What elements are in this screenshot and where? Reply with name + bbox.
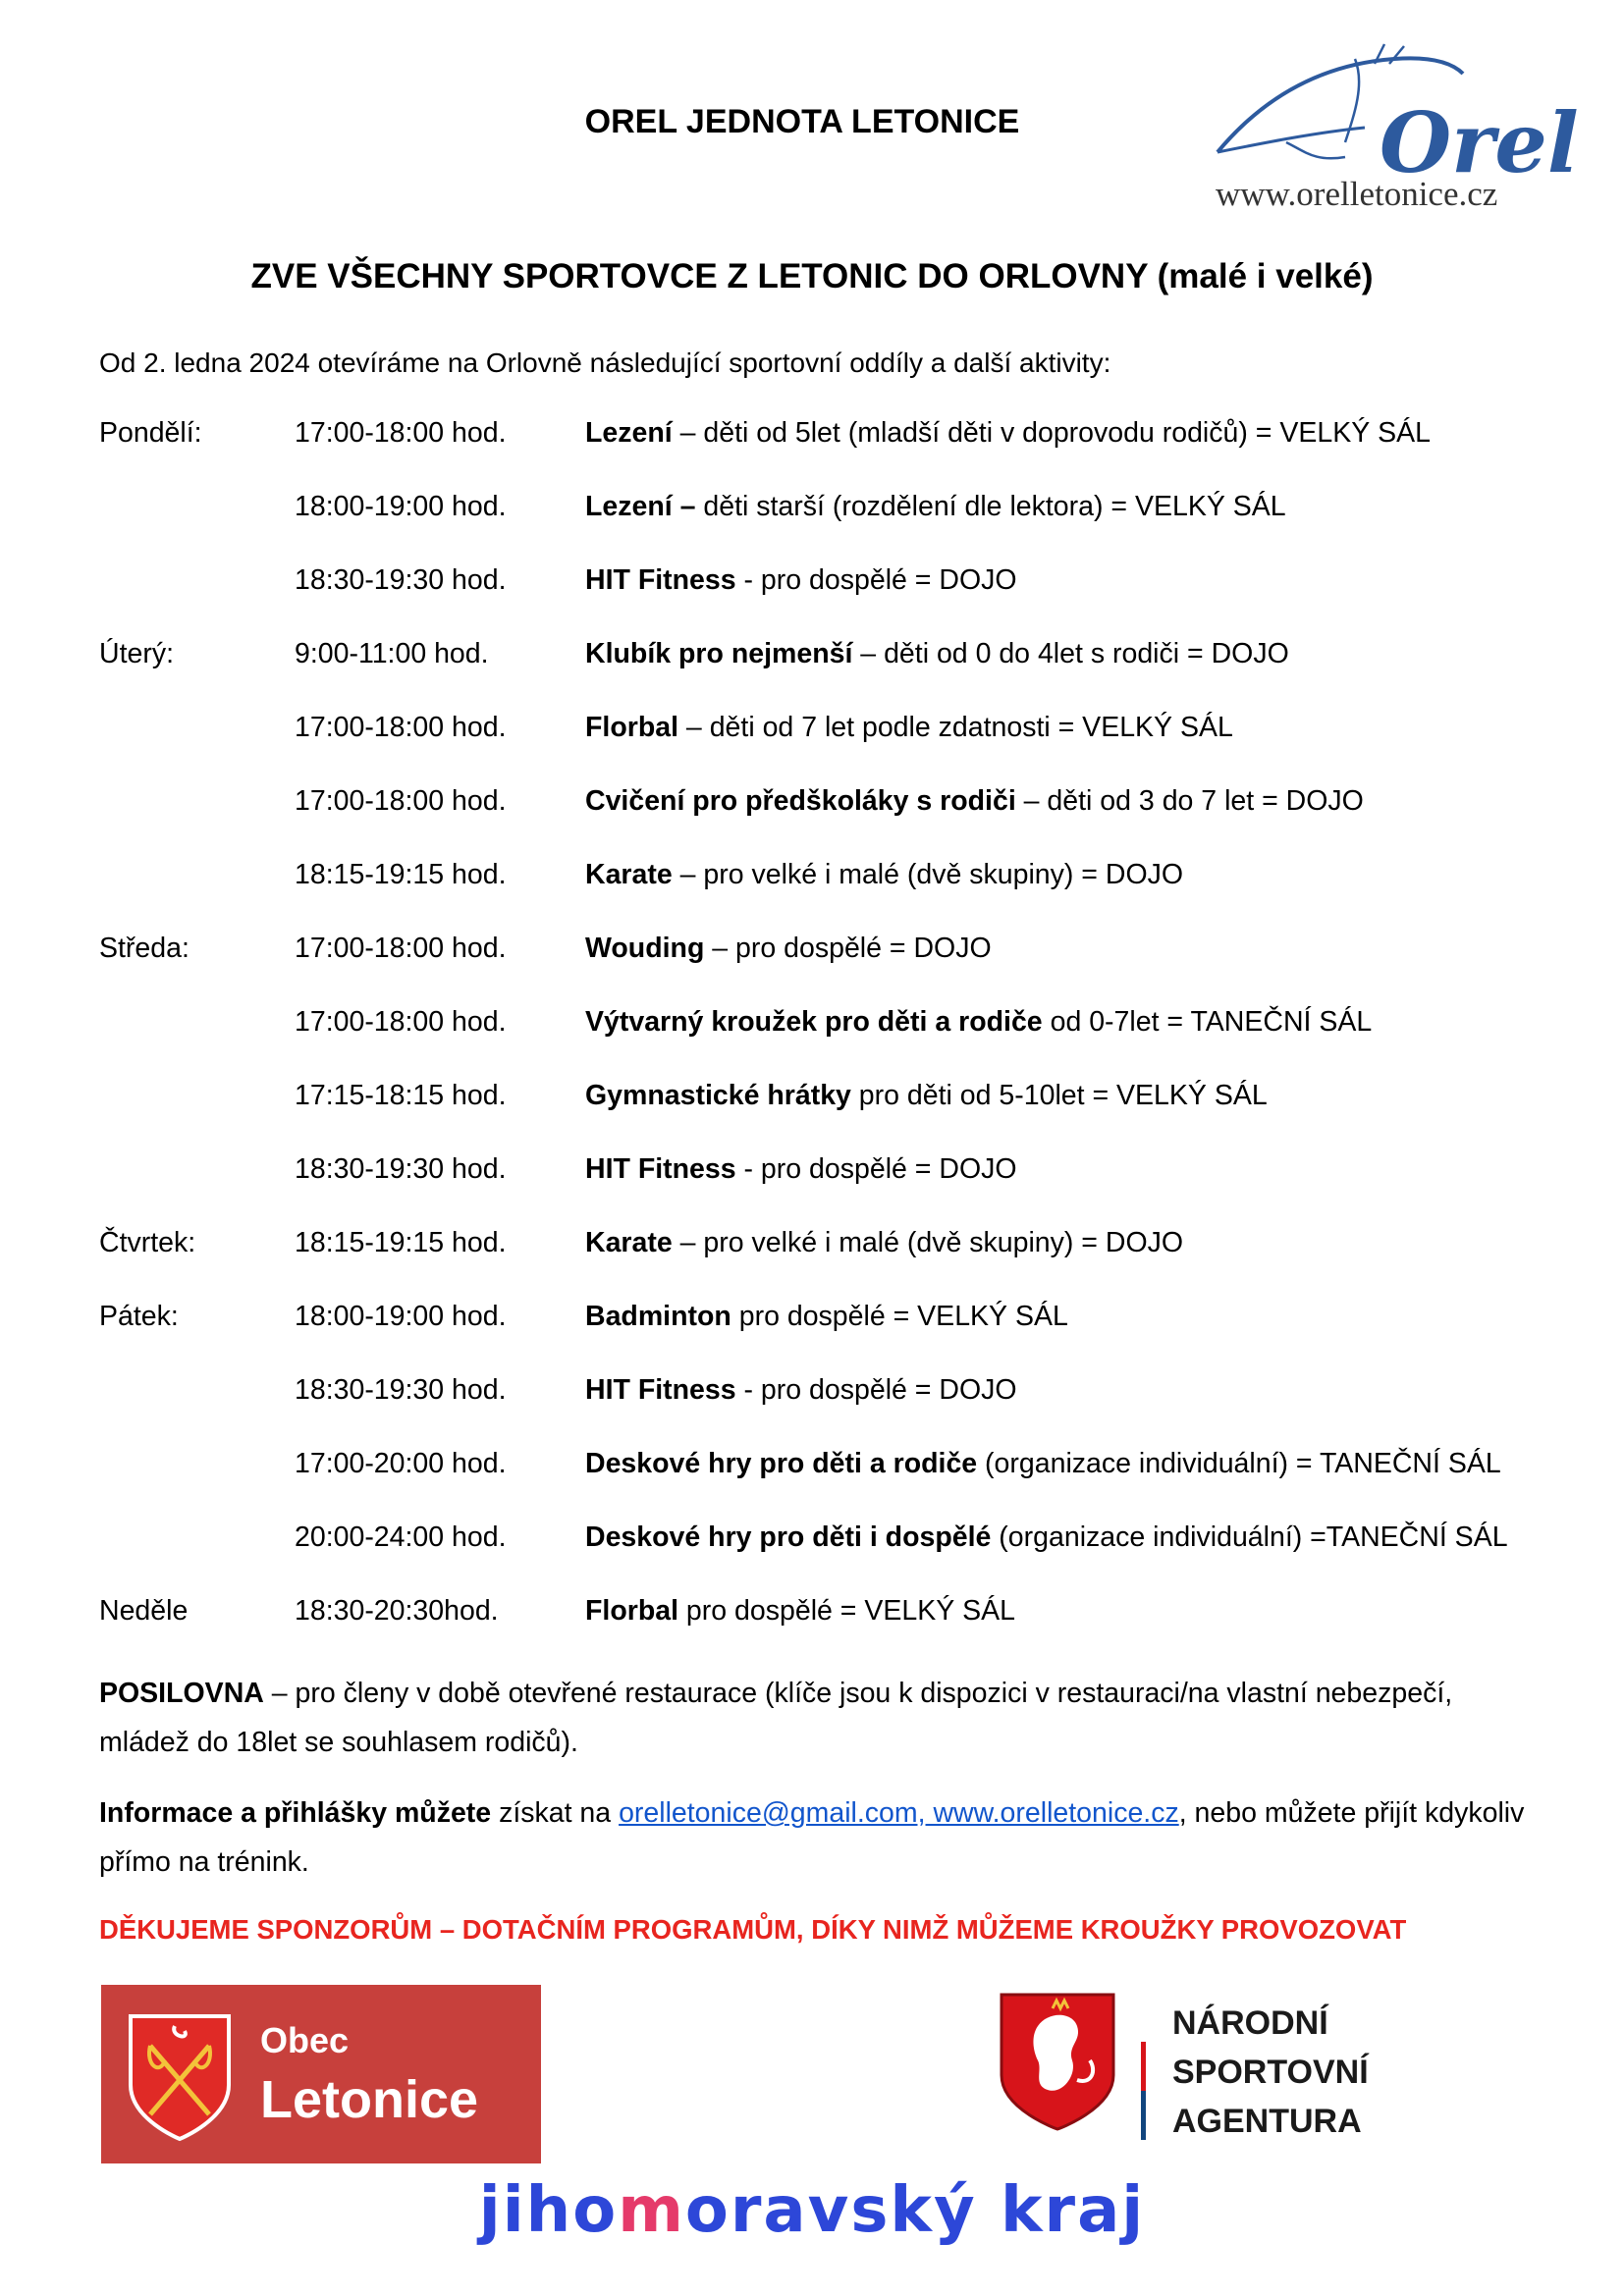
schedule-activity (585, 785, 1364, 818)
main-heading: ZVE VŠECHNY SPORTOVCE Z LETONIC DO ORLOVNY (malé i velké) (250, 257, 1374, 295)
schedule-time: 18:00-19:00 hod. (295, 491, 507, 522)
activity-name: Deskové hry pro děti i dospělé (585, 1522, 992, 1553)
activity-details: (organizace individuální) = TANEČNÍ SÁL (977, 1448, 1501, 1479)
schedule-activity (585, 1522, 1508, 1554)
schedule-time: 18:00-19:00 hod. (295, 1301, 507, 1332)
svg-text:Orel: Orel (1380, 94, 1579, 191)
schedule-activity (585, 712, 1233, 744)
jmk-text-m: m (618, 2174, 685, 2247)
activity-name: Klubík pro nejmenší (585, 638, 853, 669)
activity-details: (organizace individuální) =TANEČNÍ SÁL (991, 1522, 1508, 1553)
schedule-activity (585, 1595, 1015, 1628)
jihomoravsky-kraj-logo (0, 2174, 1624, 2247)
activity-name: Badminton (585, 1301, 731, 1332)
schedule-day: Středa: (99, 933, 189, 964)
intro-text: Od 2. ledna 2024 otevíráme na Orlovně následující sportovní oddíly a další aktivity: (99, 347, 1111, 378)
jmk-text-part: oravský kraj (684, 2174, 1146, 2247)
schedule-activity (585, 1080, 1268, 1112)
info-label: Informace a přihlášky můžete (99, 1797, 492, 1829)
activity-name: Výtvarný kroužek pro děti a rodiče (585, 1006, 1043, 1038)
orel-website-label: www.orelletonice.cz (1216, 175, 1498, 213)
activity-details: pro dospělé = VELKÝ SÁL (731, 1301, 1068, 1332)
info-paragraph (99, 1789, 1533, 1887)
letonice-text: Letonice (260, 2070, 479, 2129)
schedule-time: 17:00-18:00 hod. (295, 933, 507, 964)
schedule-activity (585, 1374, 1017, 1407)
nsa-line: AGENTURA (1172, 2103, 1362, 2140)
schedule-time: 18:30-19:30 hod. (295, 564, 507, 596)
schedule-time: 18:30-19:30 hod. (295, 1153, 507, 1185)
schedule-time: 18:30-20:30hod. (295, 1595, 499, 1627)
activity-name: Lezení – (585, 491, 696, 522)
activity-name: Karate (585, 1227, 673, 1258)
schedule-time: 18:30-19:30 hod. (295, 1374, 507, 1406)
schedule-day: Neděle (99, 1595, 189, 1627)
schedule-activity (585, 1006, 1372, 1039)
activity-name: Wouding (585, 933, 705, 964)
schedule-time: 17:00-18:00 hod. (295, 1006, 507, 1038)
activity-name: Florbal (585, 1595, 679, 1627)
schedule-activity (585, 1153, 1017, 1186)
gym-paragraph (99, 1669, 1533, 1767)
activity-details: – děti od 3 do 7 let = DOJO (1015, 785, 1364, 817)
schedule-activity (585, 1227, 1183, 1259)
schedule-day: Čtvrtek: (99, 1227, 196, 1258)
activity-name: Gymnastické hrátky (585, 1080, 851, 1111)
activity-details: – děti od 0 do 4let s rodiči = DOJO (852, 638, 1289, 669)
schedule-day: Úterý: (99, 638, 175, 669)
jmk-text-part: jiho (478, 2174, 619, 2247)
activity-details: od 0-7let = TANEČNÍ SÁL (1042, 1006, 1373, 1038)
activity-name: HIT Fitness (585, 1153, 736, 1185)
schedule-time: 18:15-19:15 hod. (295, 1227, 507, 1258)
activity-details: – pro velké i malé (dvě skupiny) = DOJO (672, 1227, 1184, 1258)
contact-link[interactable]: orelletonice@gmail.com, www.orelletonice.cz (619, 1797, 1179, 1829)
czech-lion-emblem-icon (994, 1987, 1121, 2134)
gym-label: POSILOVNA (99, 1678, 264, 1709)
narodni-sportovni-agentura-logo (994, 1987, 1416, 2163)
activity-name: Deskové hry pro děti a rodiče (585, 1448, 978, 1479)
schedule-activity (585, 859, 1183, 891)
schedule-day: Pondělí: (99, 417, 202, 449)
nsa-text (1172, 1999, 1369, 2146)
activity-details: - pro dospělé = DOJO (735, 1153, 1017, 1185)
schedule-time: 17:15-18:15 hod. (295, 1080, 507, 1111)
activity-details: – děti od 5let (mladší děti v doprovodu rodičů) = VELKÝ SÁL (672, 417, 1431, 449)
obec-letonice-logo (101, 1985, 541, 2163)
schedule-activity (585, 638, 1289, 670)
activity-details: - pro dospělé = DOJO (735, 564, 1017, 596)
gym-text: – pro členy v době otevřené restaurace (klíče jsou k dispozici v restauraci/na vlastní nebezpečí, mládež do 18let se souhlasem rodičů). (99, 1678, 1453, 1758)
activity-details: - pro dospělé = DOJO (735, 1374, 1017, 1406)
schedule-day: Pátek: (99, 1301, 179, 1332)
activity-name: HIT Fitness (585, 1374, 736, 1406)
schedule-activity (585, 933, 992, 965)
activity-details: pro dospělé = VELKÝ SÁL (678, 1595, 1016, 1627)
activity-name: Florbal (585, 712, 679, 743)
activity-name: Lezení (585, 417, 673, 449)
nsa-line: SPORTOVNÍ (1172, 2054, 1369, 2091)
activity-details: – děti od 7 let podle zdatnosti = VELKÝ SÁL (678, 712, 1233, 743)
activity-details: děti starší (rozdělení dle lektora) = VELKÝ SÁL (695, 491, 1286, 522)
info-text-2: , nebo můžete přijít kdykoliv přímo na trénink. (99, 1797, 1525, 1878)
schedule-time: 17:00-18:00 hod. (295, 417, 507, 449)
nsa-line: NÁRODNÍ (1172, 2004, 1328, 2042)
schedule-time: 9:00-11:00 hod. (295, 638, 489, 669)
schedule-time: 17:00-20:00 hod. (295, 1448, 507, 1479)
divider-bar (1141, 1993, 1146, 2140)
schedule-activity (585, 1301, 1068, 1333)
activity-details: – pro dospělé = DOJO (704, 933, 992, 964)
schedule-time: 17:00-18:00 hod. (295, 712, 507, 743)
activity-name: Karate (585, 859, 673, 890)
organization-title: OREL JEDNOTA LETONICE (584, 103, 1020, 140)
schedule-activity (585, 491, 1286, 523)
activity-details: pro děti od 5-10let = VELKÝ SÁL (850, 1080, 1268, 1111)
schedule-activity (585, 564, 1017, 597)
activity-name: Cvičení pro předškoláky s rodiči (585, 785, 1016, 817)
obec-text: Obec (260, 2020, 350, 2060)
schedule-time: 20:00-24:00 hod. (295, 1522, 507, 1553)
sponsors-thanks: DĚKUJEME SPONZORŮM – DOTAČNÍM PROGRAMŮM, DÍKY NIMŽ MŮŽEME KROUŽKY PROVOZOVAT (99, 1914, 1407, 1945)
letonice-coat-of-arms-icon (121, 2006, 239, 2144)
activity-name: HIT Fitness (585, 564, 736, 596)
activity-details: – pro velké i malé (dvě skupiny) = DOJO (672, 859, 1184, 890)
schedule-time: 17:00-18:00 hod. (295, 785, 507, 817)
schedule-time: 18:15-19:15 hod. (295, 859, 507, 890)
schedule-activity (585, 417, 1431, 450)
info-text-1: získat na (491, 1797, 620, 1829)
schedule-activity (585, 1448, 1501, 1480)
